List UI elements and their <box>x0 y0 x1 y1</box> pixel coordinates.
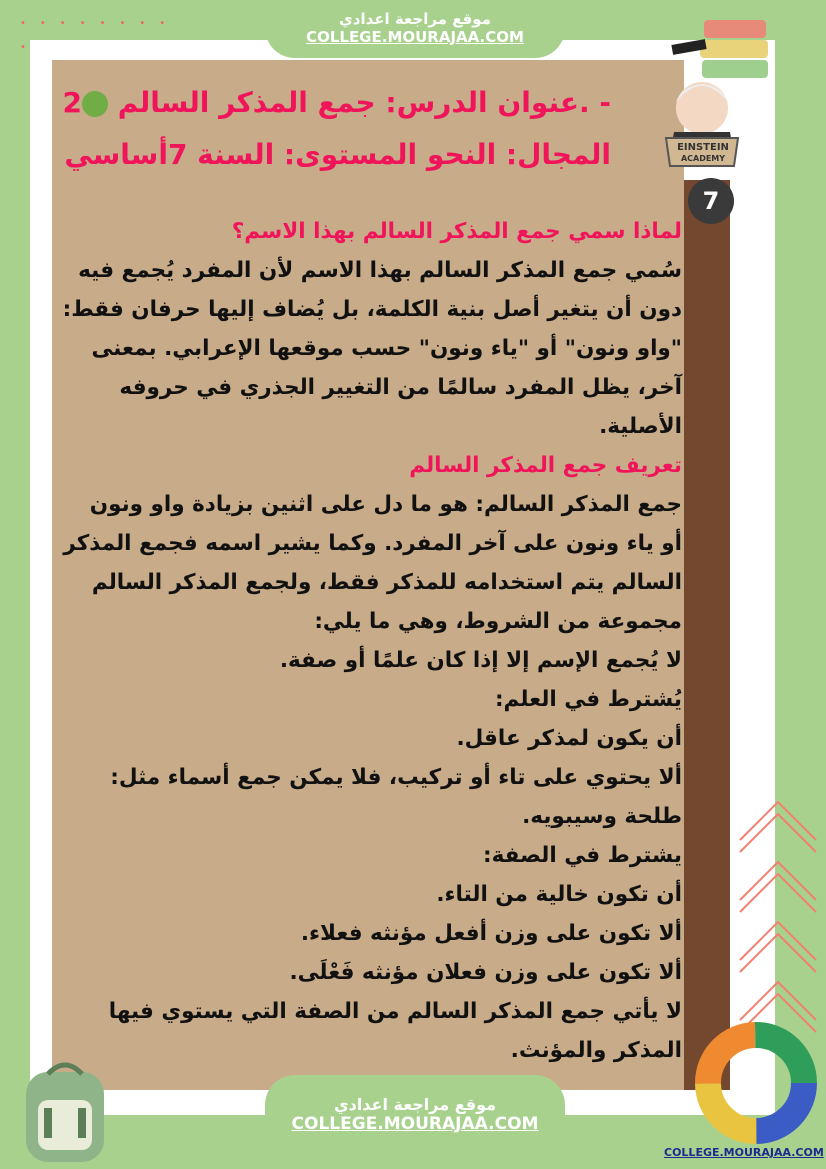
decorative-dots: • <box>20 42 40 53</box>
school-subjects-logo-icon <box>695 1022 817 1144</box>
text-line: المذكر والمؤنث. <box>510 1038 682 1063</box>
text-line: يشترط في الصفة: <box>483 843 682 868</box>
decorative-dots: •••••••• <box>20 18 180 29</box>
header-site-url[interactable]: COLLEGE.MOURAJAA.COM <box>306 28 524 46</box>
text-line: "واو ونون" أو "ياء ونون" حسب موقعها الإعرابي. بمعنى <box>91 336 682 361</box>
corner-site-url[interactable]: COLLEGE.MOURAJAA.COM <box>664 1146 824 1159</box>
header-site-name: موقع مراجعة اعدادي <box>339 10 491 28</box>
footer-banner <box>265 1075 565 1155</box>
lesson-body <box>60 212 682 1070</box>
badge-line1: EINSTEIN <box>677 142 729 153</box>
text-line: أن تكون خالية من التاء. <box>436 882 682 907</box>
text-line: مجموعة من الشروط، وهي ما يلي: <box>314 609 682 634</box>
lesson-title <box>63 86 612 119</box>
header-banner <box>265 0 565 58</box>
text-line: أو ياء ونون على آخر المفرد. وكما يشير اسمه فجمع المذكر <box>63 531 682 556</box>
einstein-academy-logo <box>662 20 772 180</box>
text-line: يُشترط في العلم: <box>494 687 682 712</box>
text-line: آخر، يظل المفرد سالمًا من التغيير الجذري في حروفه <box>119 375 682 400</box>
page-number: 7 <box>688 178 734 224</box>
text-line: أن يكون لمذكر عاقل. <box>456 726 682 751</box>
text-line: سُمي جمع المذكر السالم بهذا الاسم لأن المفرد يُجمع فيه <box>78 258 682 283</box>
section-heading: لماذا سمي جمع المذكر السالم بهذا الاسم؟ <box>231 219 682 244</box>
text-line: ألا يحتوي على تاء أو تركيب، فلا يمكن جمع أسماء مثل: <box>110 765 682 790</box>
section-heading: تعريف جمع المذكر السالم <box>409 453 682 478</box>
lesson-title-text: - .عنوان الدرس: جمع المذكر السالم <box>107 86 611 119</box>
text-line: جمع المذكر السالم: هو ما دل على اثنين بزيادة واو ونون <box>89 492 682 517</box>
text-line: ألا تكون على وزن فعلان مؤنثه فَعْلَى. <box>289 960 682 985</box>
backpack-icon <box>18 1060 113 1165</box>
text-line: الأصلية. <box>599 414 682 439</box>
green-dot-icon <box>82 91 108 117</box>
lesson-field: المجال: النحو المستوى: السنة 7أساسي <box>64 138 611 171</box>
text-line: طلحة وسيبويه. <box>522 804 682 829</box>
lesson-number: 2 <box>62 86 82 119</box>
text-line: السالم يتم استخدامه للمذكر فقط، ولجمع المذكر السالم <box>91 570 682 595</box>
footer-site-name: موقع مراجعة اعدادي <box>333 1095 497 1114</box>
footer-site-url[interactable]: COLLEGE.MOURAJAA.COM <box>291 1114 539 1134</box>
text-line: ألا تكون على وزن أفعل مؤنثه فعلاء. <box>300 921 682 946</box>
text-line: لا يأتي جمع المذكر السالم من الصفة التي يستوي فيها <box>108 999 682 1024</box>
chevron-decoration-icon <box>738 790 818 1040</box>
side-bar <box>684 180 730 1090</box>
text-line: دون أن يتغير أصل بنية الكلمة، بل يُضاف إليها حرفان فقط: <box>62 297 682 322</box>
badge-line2: ACADEMY <box>680 154 726 163</box>
text-line: لا يُجمع الإسم إلا إذا كان علمًا أو صفة. <box>279 648 682 673</box>
